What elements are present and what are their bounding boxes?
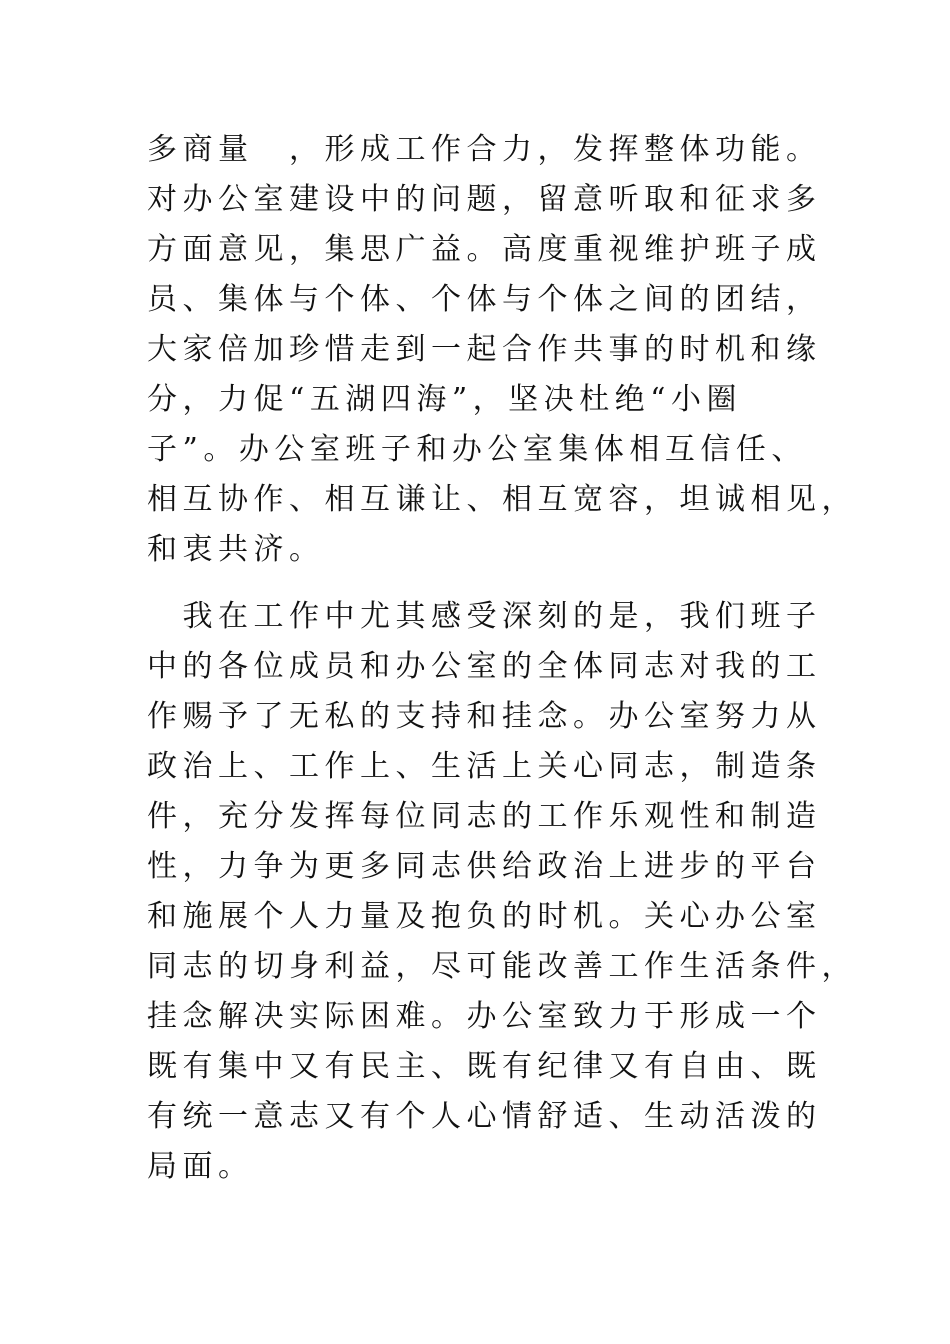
paragraph-line: 有统一意志又有个人心情舒适、生动活泼的 — [147, 1099, 822, 1134]
paragraph-line: 中的各位成员和办公室的全体同志对我的工 — [147, 649, 822, 684]
paragraph-line: 和施展个人力量及抱负的时机。关心办公室 — [147, 899, 822, 934]
paragraph-line: 政治上、工作上、生活上关心同志，制造条 — [147, 749, 822, 784]
paragraph-line: 同志的切身利益，尽可能改善工作生活条件， — [147, 949, 857, 984]
paragraph-1 — [147, 125, 857, 575]
paragraph-line: 挂念解决实际困难。办公室致力于形成一个 — [147, 999, 822, 1034]
paragraph-line: 大家倍加珍惜走到一起合作共事的时机和缘 — [147, 332, 822, 367]
paragraph-line: 对办公室建设中的问题，留意听取和征求多 — [147, 182, 822, 217]
paragraph-line: 相互协作、相互谦让、相互宽容，坦诚相见， — [147, 482, 857, 517]
paragraph-line: 分，力促“五湖四海”，坚决杜绝“小圈 — [147, 382, 743, 417]
paragraph-line: 方面意见，集思广益。高度重视维护班子成 — [147, 232, 822, 267]
paragraph-line: 多商量 ，形成工作合力，发挥整体功能。 — [147, 132, 822, 167]
paragraph-line: 既有集中又有民主、既有纪律又有自由、既 — [147, 1049, 822, 1084]
paragraph-line: 子”。办公室班子和办公室集体相互信任、 — [147, 432, 807, 467]
paragraph-line: 作赐予了无私的支持和挂念。办公室努力从 — [147, 699, 822, 734]
paragraph-line: 我在工作中尤其感受深刻的是，我们班子 — [147, 599, 822, 634]
paragraph-2 — [147, 592, 857, 1192]
paragraph-line: 件，充分发挥每位同志的工作乐观性和制造 — [147, 799, 822, 834]
paragraph-line: 和衷共济。 — [147, 532, 325, 567]
paragraph-line: 员、集体与个体、个体与个体之间的团结， — [147, 282, 822, 317]
paragraph-line: 局面。 — [147, 1149, 254, 1184]
paragraph-line: 性，力争为更多同志供给政治上进步的平台 — [147, 849, 822, 884]
